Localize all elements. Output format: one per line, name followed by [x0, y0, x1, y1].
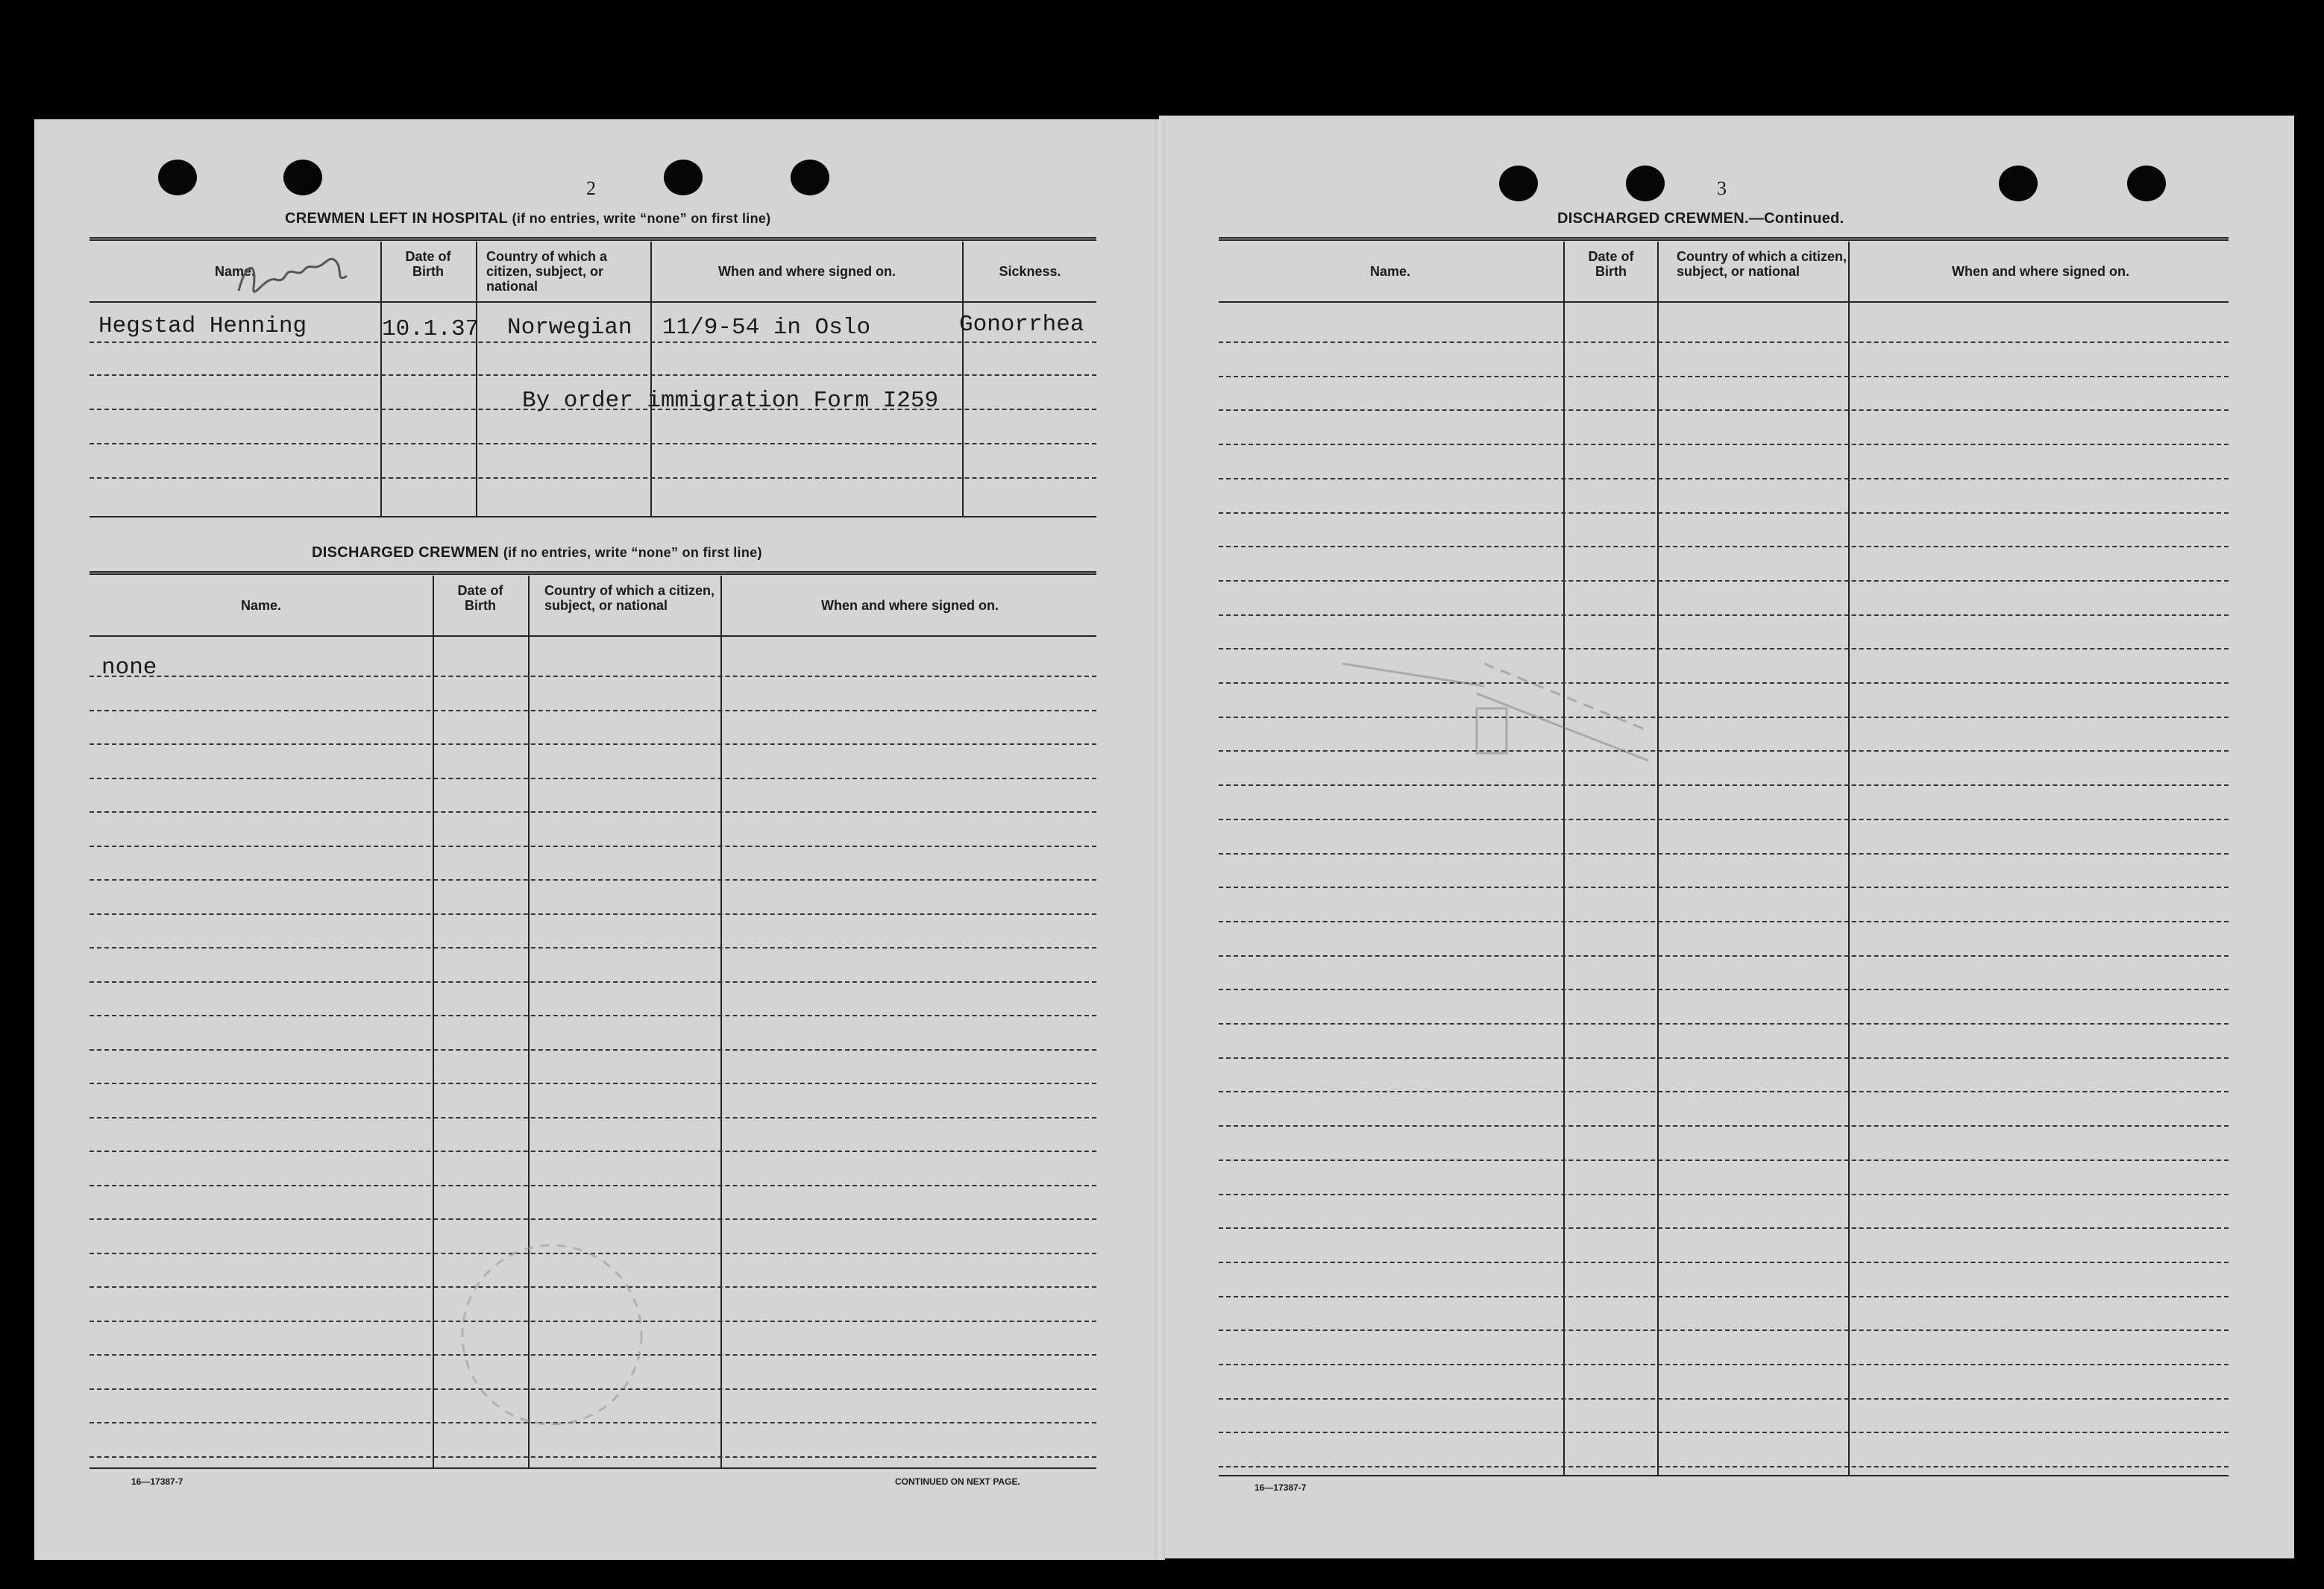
punch-hole — [664, 160, 703, 195]
right-header-rule — [1219, 301, 2229, 303]
row-line — [89, 846, 1096, 847]
faint-circular-stamp — [440, 1223, 664, 1447]
row-line — [89, 443, 1096, 444]
right-header-signed-on: When and where signed on. — [1951, 264, 2130, 279]
row-line — [1219, 1364, 2229, 1365]
row-line — [1219, 376, 2229, 377]
hospital-section-title — [285, 210, 770, 227]
row-line — [89, 477, 1096, 479]
row-line — [1219, 989, 2229, 990]
discharged-header-country: Country of which a citizen, subject, or national — [544, 583, 715, 613]
row-line — [1219, 409, 2229, 411]
row-line — [1219, 1023, 2229, 1025]
row-line — [1219, 1125, 2229, 1127]
row-line — [89, 1185, 1096, 1186]
discharged-entry-none: none — [101, 655, 157, 681]
left-bottom-rule — [89, 1467, 1096, 1469]
row-line — [1219, 1160, 2229, 1161]
row-line — [1219, 1091, 2229, 1092]
right-col-divider — [1848, 242, 1850, 1476]
right-col-divider — [1563, 242, 1565, 1476]
hospital-header-signed-on: When and where signed on. — [717, 264, 896, 279]
hospital-col-divider — [962, 242, 964, 517]
right-col-divider — [1657, 242, 1659, 1476]
handwritten-annotation — [224, 246, 365, 313]
punch-hole — [1499, 166, 1538, 201]
right-bottom-rule — [1219, 1475, 2229, 1476]
hospital-col-divider — [476, 242, 477, 517]
right-page — [1159, 116, 2294, 1558]
row-line — [1219, 546, 2229, 547]
hospital-header-name: Name. — [214, 264, 256, 279]
row-line — [89, 913, 1096, 915]
discharged-instruction: (if no entries, write “none” on first line) — [503, 545, 762, 560]
discharged-top-rule — [89, 571, 1096, 575]
punch-hole — [1626, 166, 1665, 201]
row-line — [89, 1218, 1096, 1220]
punch-hole — [791, 160, 829, 195]
right-header-country: Country of which a citizen, subject, or national — [1677, 249, 1847, 279]
row-line — [1219, 921, 2229, 922]
row-line — [1219, 512, 2229, 514]
hospital-entry-name: Hegstad Henning — [98, 313, 307, 339]
hospital-header-sickness: Sickness. — [999, 264, 1061, 279]
hospital-bottom-rule — [89, 516, 1096, 517]
discharged-header-dob: Date of Birth — [457, 583, 503, 613]
right-header-name: Name. — [1369, 264, 1411, 279]
discharged-header-signed-on: When and where signed on. — [820, 598, 999, 613]
row-line — [1219, 853, 2229, 855]
row-line — [1219, 1194, 2229, 1195]
row-line — [89, 743, 1096, 745]
row-line — [89, 778, 1096, 779]
row-line — [1219, 1330, 2229, 1331]
row-line — [1219, 1432, 2229, 1433]
hospital-remark: By order immigration Form I259 — [522, 388, 939, 414]
hospital-entry-country: Norwegian — [507, 315, 632, 341]
row-line — [89, 1151, 1096, 1152]
row-line — [1219, 478, 2229, 479]
row-line — [1219, 1398, 2229, 1400]
right-section-title: DISCHARGED CREWMEN.—Continued. — [1557, 210, 1844, 227]
discharged-title-text: DISCHARGED CREWMEN — [312, 544, 499, 561]
hospital-header-dob: Date of Birth — [405, 249, 451, 279]
row-line — [89, 1456, 1096, 1458]
hospital-entry-dob: 10.1.37 — [382, 316, 480, 342]
hospital-instruction: (if no entries, write “none” on first line) — [512, 211, 771, 226]
form-number: 16—17387-7 — [131, 1476, 183, 1487]
punch-hole — [158, 160, 197, 195]
row-line — [1219, 1262, 2229, 1263]
row-line — [1219, 614, 2229, 616]
punch-hole — [1999, 166, 2038, 201]
row-line — [89, 1117, 1096, 1118]
page-number: 2 — [586, 177, 596, 199]
hospital-top-rule — [89, 237, 1096, 241]
row-line — [89, 342, 1096, 343]
hospital-entry-signed-on: 11/9-54 in Oslo — [662, 315, 871, 341]
row-line — [89, 811, 1096, 813]
row-line — [1219, 955, 2229, 957]
row-line — [89, 1049, 1096, 1051]
row-line — [1219, 1057, 2229, 1059]
row-line — [1219, 1466, 2229, 1467]
discharged-header-rule — [89, 635, 1096, 637]
row-line — [1219, 819, 2229, 820]
row-line — [89, 981, 1096, 983]
discharged-header-name: Name. — [240, 598, 282, 613]
hospital-title-text: CREWMEN LEFT IN HOSPITAL — [285, 210, 508, 227]
hospital-entry-sickness: Gonorrhea — [959, 312, 1084, 338]
form-number-right: 16—17387-7 — [1254, 1482, 1307, 1493]
hospital-col-divider — [380, 242, 382, 517]
page-number-right: 3 — [1717, 177, 1727, 199]
row-line — [1219, 444, 2229, 445]
row-line — [1219, 580, 2229, 582]
hospital-col-divider — [650, 242, 652, 517]
discharged-section-title — [312, 544, 762, 561]
row-line — [1219, 1296, 2229, 1297]
row-line — [89, 1015, 1096, 1016]
row-line — [1219, 887, 2229, 888]
hospital-header-country: Country of which a citizen, subject, or national — [486, 249, 607, 294]
row-line — [1219, 1227, 2229, 1229]
faint-rectangular-stamp — [1335, 649, 1678, 798]
row-line — [89, 947, 1096, 948]
continued-note: CONTINUED ON NEXT PAGE. — [895, 1476, 1020, 1487]
page-gutter — [1155, 119, 1165, 1560]
row-line — [89, 1083, 1096, 1084]
row-line — [89, 710, 1096, 711]
row-line — [89, 676, 1096, 677]
punch-hole — [2127, 166, 2166, 201]
row-line — [1219, 342, 2229, 343]
row-line — [89, 879, 1096, 881]
right-header-dob: Date of Birth — [1588, 249, 1634, 279]
right-top-rule — [1219, 237, 2229, 241]
punch-hole — [283, 160, 322, 195]
row-line — [89, 374, 1096, 376]
